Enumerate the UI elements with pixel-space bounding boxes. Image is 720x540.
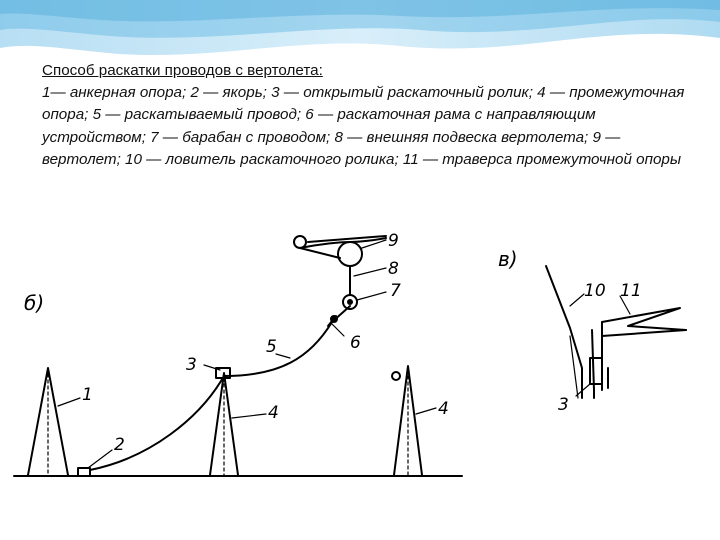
- callout-11: 11: [620, 281, 642, 301]
- slide-caption: 1— анкерная опора; 2 — якорь; 3 — открытый раскаточный ролик; 4 — промежуточная опора; 5 — раскатываемый провод; 6 — раскаточная рама с направляющим устройством; 7 — барабан с проводом; 8 — внешняя подвеска вертолета; 9 — вертолет; 10 — ловитель раскаточного ролика; 11 — траверса промежуточной опоры: [42, 84, 685, 168]
- callout-1: 1: [82, 385, 93, 405]
- panel-v-label: в): [498, 247, 518, 271]
- callout-8: 8: [388, 259, 399, 279]
- panel-b-label: б): [24, 291, 45, 315]
- callout-6: 6: [350, 333, 361, 353]
- slide-title: Способ раскатки проводов с вертолета:: [42, 62, 323, 79]
- strung-conductor: [90, 306, 350, 470]
- callout-7: 7: [390, 281, 401, 301]
- callout-4-near: 4: [268, 403, 279, 423]
- callout-10: 10: [584, 281, 606, 301]
- intermediate-tower-near: [210, 368, 238, 475]
- callout-2: 2: [114, 435, 125, 455]
- callout-3-v: 3: [558, 395, 569, 415]
- anchor-tower: [28, 368, 68, 475]
- helicopter: [294, 236, 386, 266]
- callout-3: 3: [186, 355, 197, 375]
- callout-5: 5: [266, 337, 277, 357]
- slide-text-block: [42, 60, 702, 171]
- intermediate-tower-far: [392, 366, 422, 475]
- panel-v-detail: [546, 266, 686, 398]
- callout-4-far: 4: [438, 399, 449, 419]
- anchor: [78, 468, 90, 476]
- callout-leaders: [58, 240, 436, 468]
- helicopter-wire-stringing-figure: [10, 218, 710, 518]
- callout-9: 9: [388, 231, 399, 251]
